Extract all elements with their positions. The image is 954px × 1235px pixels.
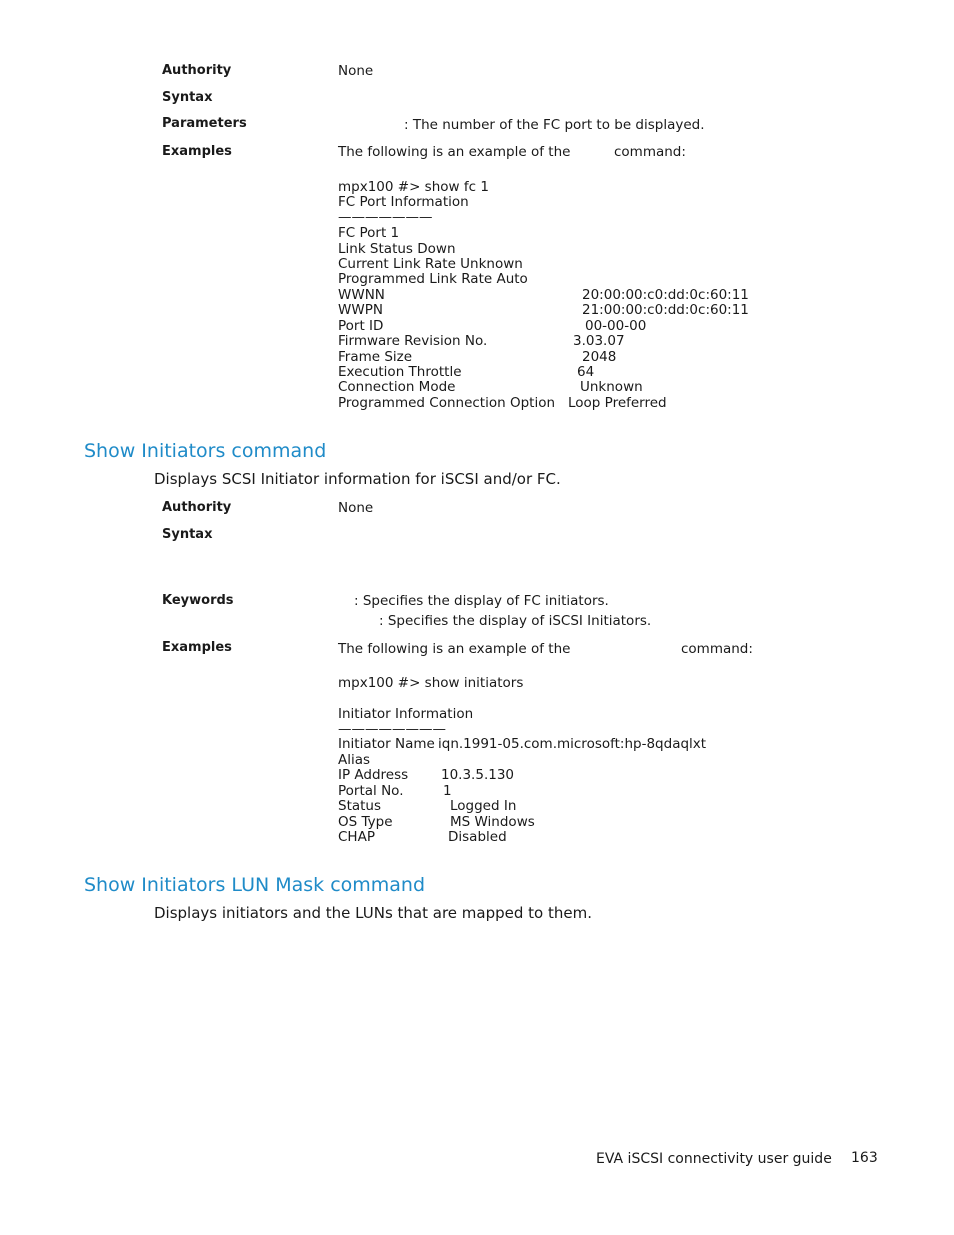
- output-key: Frame Size: [338, 349, 413, 365]
- output-value: MS Windows: [450, 814, 535, 830]
- examples-intro-end: command:: [681, 641, 753, 657]
- output-key: Portal No.: [338, 783, 404, 799]
- output-key: Status: [338, 798, 382, 814]
- keyword-fc: : Specifies the display of FC initiators.: [354, 593, 609, 609]
- output-key: Programmed Connection Option: [338, 395, 556, 411]
- output-key: WWPN: [338, 302, 383, 318]
- output-line: mpx100 #> show fc 1: [338, 179, 489, 195]
- output-value: Disabled: [448, 829, 507, 845]
- output-key: IP Address: [338, 767, 409, 783]
- output-value: 21:00:00:c0:dd:0c:60:11: [582, 302, 749, 318]
- parameters-label: Parameters: [162, 116, 247, 131]
- output-line: Programmed Link Rate Auto: [338, 271, 528, 287]
- output-value: iqn.1991-05.com.microsoft:hp-8qdaqlxt: [438, 736, 707, 752]
- examples-label: Examples: [162, 640, 232, 655]
- output-value: 2048: [582, 349, 617, 365]
- output-value: 00-00-00: [585, 318, 647, 334]
- output-line: Current Link Rate Unknown: [338, 256, 523, 272]
- keyword-iscsi: : Specifies the display of iSCSI Initiators.: [379, 613, 652, 629]
- output-key: Execution Throttle: [338, 364, 462, 380]
- output-value: 1: [443, 783, 452, 799]
- output-line: FC Port Information: [338, 194, 469, 210]
- output-prompt: mpx100 #> show initiators: [338, 675, 524, 691]
- output-value: 64: [577, 364, 595, 380]
- section-description: Displays initiators and the LUNs that are mapped to them.: [154, 904, 592, 922]
- output-value: Loop Preferred: [568, 395, 667, 411]
- section-heading-show-initiators: Show Initiators command: [84, 440, 327, 462]
- page-number: 163: [851, 1150, 878, 1166]
- examples-intro: The following is an example of the: [338, 144, 571, 160]
- footer-title: EVA iSCSI connectivity user guide: [596, 1151, 832, 1167]
- output-key: Firmware Revision No.: [338, 333, 488, 349]
- syntax-label: Syntax: [162, 90, 213, 105]
- output-value: 10.3.5.130: [441, 767, 514, 783]
- keywords-label: Keywords: [162, 593, 234, 608]
- output-title: Initiator Information: [338, 706, 474, 722]
- output-line: ———————: [338, 209, 433, 225]
- output-line: FC Port 1: [338, 225, 400, 241]
- output-value: Unknown: [580, 379, 643, 395]
- output-line: Link Status Down: [338, 241, 456, 257]
- output-key: CHAP: [338, 829, 375, 845]
- output-key: OS Type: [338, 814, 393, 830]
- section-heading-show-initiators-lun-mask: Show Initiators LUN Mask command: [84, 874, 426, 896]
- output-value: Logged In: [450, 798, 517, 814]
- examples-label: Examples: [162, 144, 232, 159]
- output-value: 20:00:00:c0:dd:0c:60:11: [582, 287, 749, 303]
- output-key: WWNN: [338, 287, 385, 303]
- examples-intro-end: command:: [614, 144, 686, 160]
- output-key: Port ID: [338, 318, 384, 334]
- parameters-value: : The number of the FC port to be displayed.: [404, 117, 705, 133]
- output-key: Alias: [338, 752, 371, 768]
- section-description: Displays SCSI Initiator information for iSCSI and/or FC.: [154, 470, 561, 488]
- output-key: Connection Mode: [338, 379, 456, 395]
- authority-value: None: [338, 63, 374, 79]
- examples-intro: The following is an example of the: [338, 641, 571, 657]
- output-value: 3.03.07: [573, 333, 625, 349]
- authority-label: Authority: [162, 63, 232, 78]
- output-rule: ————————: [338, 721, 446, 737]
- syntax-label: Syntax: [162, 527, 213, 542]
- authority-label: Authority: [162, 500, 232, 515]
- authority-value: None: [338, 500, 374, 516]
- output-key: Initiator Name: [338, 736, 435, 752]
